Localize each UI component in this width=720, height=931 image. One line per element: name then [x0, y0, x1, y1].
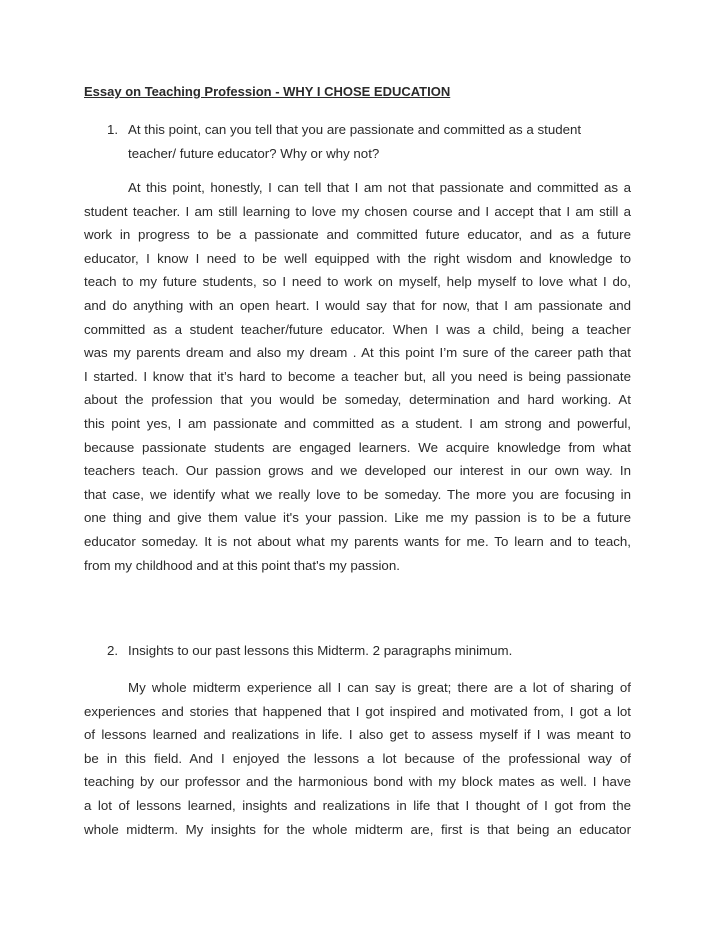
answer-2-paragraph [84, 676, 631, 841]
answer-1-line: because passionate students are engaged learners. We acquire knowledge from what [84, 439, 631, 455]
question-1-number: 1. [107, 122, 119, 137]
question-1-line: teacher/ future educator? Why or why not? [128, 145, 380, 161]
answer-1-line: educator, I know I need to be well equipped with the right wisdom and knowledge to [84, 250, 631, 266]
answer-1-line: committed as a student teacher/future educator. When I was a child, being a teacher [84, 321, 631, 337]
answer-2-line: a lot of lessons learned, insights and realizations in life that I thought of I got from the [84, 797, 631, 813]
answer-1-line: teach to my future students, so I need to work on myself, help myself to love what I do, [84, 274, 631, 290]
answer-1-line: was my parents dream and also my dream . At this point I’m sure of the career path that [84, 345, 631, 361]
answer-2-line: My whole midterm experience all I can say is great; there are a lot of sharing of [128, 680, 631, 695]
answer-2-line: whole midterm. My insights for the whole midterm are, first is that being an educator [84, 821, 631, 837]
question-1-text [128, 118, 581, 165]
answer-1-line: one thing and give them value it's your passion. Like me my passion is to be a future [84, 510, 631, 526]
answer-1-line: from my childhood and at this point that's my passion. [84, 557, 400, 573]
answer-1-line: work in progress to be a passionate and committed future educator, and as a future [84, 227, 631, 243]
document-title: Essay on Teaching Profession - WHY I CHOSE EDUCATION [84, 84, 451, 99]
answer-1-line: educator someday. It is not about what my parents wants for me. To learn and to teach, [84, 533, 631, 549]
answer-2-line: be in this field. And I enjoyed the lessons a lot because of the professional way of [84, 750, 631, 766]
question-2-text [128, 639, 512, 663]
answer-1-line: that case, we identify what we really love to be someday. The more you are focusing in [84, 486, 631, 502]
answer-1-line: At this point, honestly, I can tell that I am not that passionate and committed as a [128, 180, 631, 195]
answer-1-line: teachers teach. Our passion grows and we developed our interest in our own way. In [84, 463, 631, 479]
answer-2-line: of lessons learned and realizations in life. I also get to assess myself if I was meant to [84, 727, 631, 743]
answer-1-line: this point yes, I am passionate and committed as a student. I am strong and powerful, [84, 415, 631, 431]
answer-2-line: teaching by our professor and the harmonious bond with my block mates as well. I have [84, 774, 631, 790]
answer-1-line: and do anything with an open heart. I would say that for now, that I am passionate and [84, 297, 631, 313]
answer-2-line: experiences and stories that happened that I got inspired and motivated from, I got a lot [84, 703, 631, 719]
question-1-line: At this point, can you tell that you are passionate and committed as a student [128, 122, 582, 137]
question-2-number: 2. [107, 643, 119, 658]
answer-1-line: about the profession that you would be someday, determination and hard working. At [84, 392, 631, 408]
answer-1-line: student teacher. I am still learning to love my chosen course and I accept that I am still a [84, 203, 631, 219]
answer-1-line: I started. I know that it’s hard to become a teacher but, all you need is being passionate [84, 368, 631, 384]
answer-1-paragraph [84, 176, 631, 577]
question-2-line: Insights to our past lessons this Midterm. 2 paragraphs minimum. [128, 643, 513, 658]
